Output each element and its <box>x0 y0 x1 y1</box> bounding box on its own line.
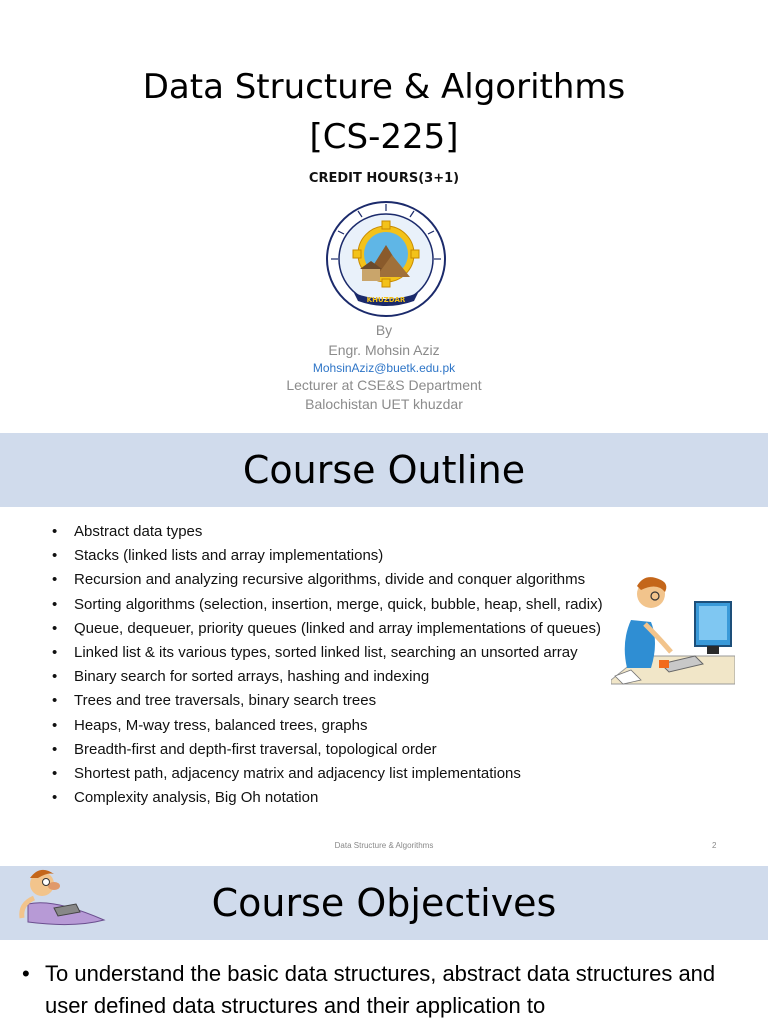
course-outline-header <box>0 433 768 507</box>
list-item: • Heaps, M-way tress, balanced trees, graphs <box>52 714 652 738</box>
course-objectives-list <box>22 958 752 1022</box>
author-email[interactable]: MohsinAziz@buetk.edu.pk <box>312 361 456 375</box>
person-at-computer-icon <box>611 572 735 686</box>
page-number: 2 <box>712 841 717 850</box>
by-label: By <box>375 322 393 338</box>
cartoon-man-icon <box>14 864 114 930</box>
list-item: • Complexity analysis, Big Oh notation <box>52 786 652 810</box>
course-code: [CS-225] <box>309 117 459 157</box>
credit-hours: CREDIT HOURS(3+1) <box>308 171 460 186</box>
svg-text:KHUZDAR: KHUZDAR <box>366 296 406 304</box>
list-item: • Queue, dequeuer, priority queues (linked and array implementations of queues) <box>52 617 652 641</box>
list-item: • Stacks (linked lists and array implementations) <box>52 544 652 568</box>
university-logo-icon <box>324 199 448 319</box>
list-item: • To understand the basic data structures, abstract data structures and user defined data structures and their application to <box>22 958 752 1022</box>
course-objectives-header <box>0 866 768 940</box>
list-item: • Sorting algorithms (selection, insertion, merge, quick, bubble, heap, shell, radix) <box>52 593 652 617</box>
slide-title: Course Objectives <box>211 881 557 925</box>
institution: Balochistan UET khuzdar <box>305 396 463 412</box>
list-item: • Shortest path, adjacency matrix and adjacency list implementations <box>52 762 652 786</box>
slide-title: Data Structure & Algorithms <box>142 67 626 107</box>
author-position: Lecturer at CSE&S Department <box>286 377 482 393</box>
title-slide <box>0 0 768 432</box>
list-item: • Abstract data types <box>52 520 652 544</box>
course-outline-list <box>52 520 652 810</box>
list-item: • Breadth-first and depth-first traversal, topological order <box>52 738 652 762</box>
list-item: • Linked list & its various types, sorted linked list, searching an unsorted array <box>52 641 652 665</box>
slide-footer: Data Structure & Algorithms <box>334 841 434 850</box>
list-item: • Recursion and analyzing recursive algorithms, divide and conquer algorithms <box>52 568 652 592</box>
author-name: Engr. Mohsin Aziz <box>328 342 440 358</box>
list-item: • Binary search for sorted arrays, hashing and indexing <box>52 665 652 689</box>
slide-title: Course Outline <box>242 448 526 492</box>
list-item: • Trees and tree traversals, binary search trees <box>52 689 652 713</box>
